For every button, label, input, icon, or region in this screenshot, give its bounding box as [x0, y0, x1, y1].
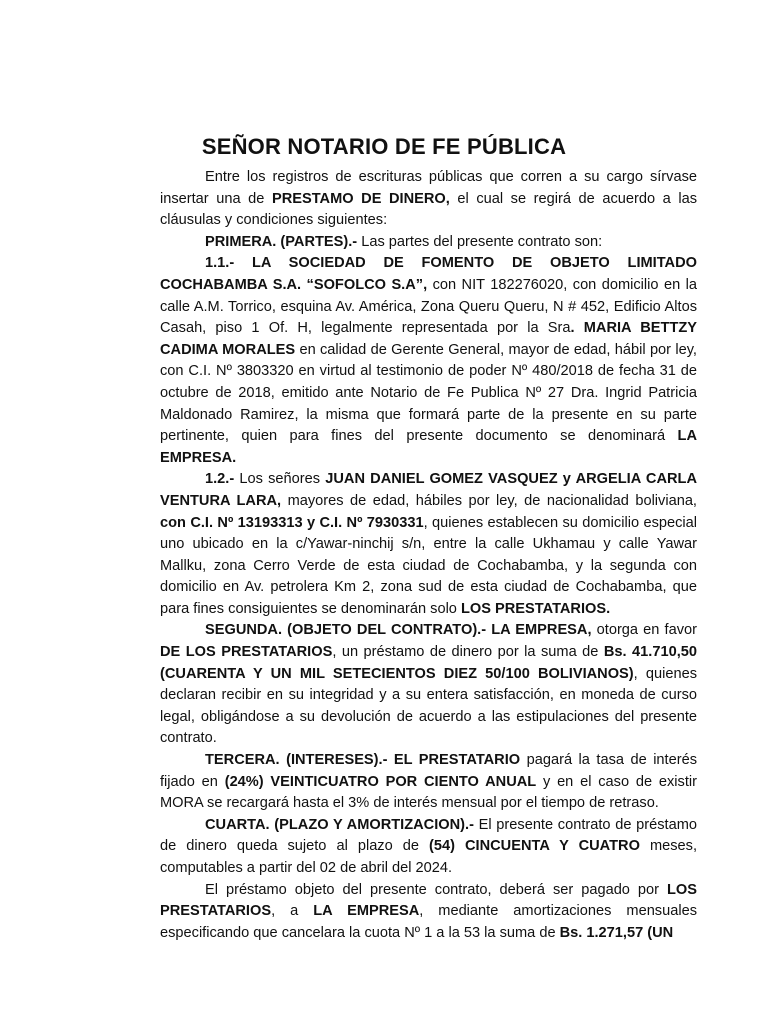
- paragraph-cuarta: [160, 815, 697, 880]
- bold-text-run: con C.I. Nº 13193313 y C.I. Nº 7930331: [160, 514, 424, 531]
- bold-text-run: Bs. 1.271,57 (UN: [559, 924, 674, 941]
- text-run: Las partes del presente contrato son:: [357, 233, 603, 250]
- bold-text-run: LA EMPRESA.: [160, 428, 697, 466]
- paragraph-clause-1-1: [160, 253, 697, 469]
- paragraph-intro: [160, 167, 697, 232]
- bold-text-run: PRIMERA. (PARTES).-: [205, 233, 358, 250]
- paragraph-segunda: [160, 620, 697, 750]
- bold-text-run: JUAN DANIEL GOMEZ VASQUEZ y ARGELIA CARLA VENTURA LARA,: [160, 471, 697, 509]
- document-title: SEÑOR NOTARIO DE FE PÚBLICA: [201, 134, 567, 159]
- bold-text-run: LOS PRESTATARIOS: [160, 881, 697, 920]
- bold-text-run: 1.2.-: [205, 471, 235, 488]
- text-run: , a: [271, 903, 314, 920]
- bold-text-run: LOS PRESTATARIOS.: [460, 600, 611, 617]
- text-run: , quienes establecen su domicilio especial uno ubicado en la c/Yawar-ninchij s/n, entre la calle Ukhamau y calle Yawar Mallku, zona Cerro Verde de esta ciudad de Cochabamba, y la segunda con domicilio en Av. petrolera Km 2, zona sud de esta ciudad de Cochabamba, que para fines consiguientes se denominarán solo: [160, 514, 697, 617]
- bold-text-run: DE LOS PRESTATARIOS: [160, 644, 333, 661]
- text-run: Entre los registros de escrituras públicas que corren a su cargo sírvase insertar una de: [160, 169, 697, 207]
- text-run: El préstamo objeto del presente contrato, deberá ser pagado por: [205, 881, 667, 898]
- bold-text-run: CUARTA. (PLAZO Y AMORTIZACION).-: [205, 816, 474, 833]
- text-run: Los señores: [234, 471, 326, 488]
- bold-text-run: PRESTAMO DE DINERO,: [271, 190, 450, 207]
- text-run: con NIT 182276020, con domicilio en la calle A.M. Torrico, esquina Av. América, Zona Queru Queru, N # 452, Edificio Altos Casah, piso 1 Of. H, legalmente representada por la Sra: [160, 276, 697, 337]
- bold-text-run: SEGUNDA. (OBJETO DEL CONTRATO).- LA EMPRESA,: [205, 622, 592, 639]
- text-run: , mediante amortizaciones mensuales especificando que cancelara la cuota Nº 1 a la 53 la suma de: [160, 903, 697, 941]
- text-run: pagará la tasa de interés fijado en: [160, 752, 697, 790]
- bold-text-run: . MARIA BETTZY CADIMA MORALES: [160, 320, 698, 358]
- bold-text-run: (24%) VEINTICUATRO POR CIENTO ANUAL: [224, 773, 537, 790]
- paragraph-clause-1-2: [160, 469, 697, 620]
- text-run: mayores de edad, hábiles por ley, de nacionalidad boliviana,: [281, 492, 697, 509]
- document-body: [160, 167, 697, 944]
- text-run: y en el caso de existir MORA se recargará hasta el 3% de interés mensual por el tiempo de retraso.: [160, 773, 697, 812]
- text-run: otorga en favor: [591, 622, 697, 639]
- text-run: meses, computables a partir del 02 de abril del 2024.: [160, 838, 698, 876]
- bold-text-run: (54) CINCUENTA Y CUATRO: [429, 838, 640, 855]
- text-run: , un préstamo de dinero por la suma de: [332, 644, 604, 661]
- text-run: el cual se regirá de acuerdo a las cláusulas y condiciones siguientes:: [160, 190, 697, 229]
- bold-text-run: 1.1.- LA SOCIEDAD DE FOMENTO DE OBJETO LIMITADO COCHABAMBA S.A. “SOFOLCO S.A”,: [160, 255, 697, 293]
- bold-text-run: TERCERA. (INTERESES).- EL PRESTATARIO: [205, 752, 521, 769]
- bold-text-run: LA EMPRESA: [313, 903, 420, 920]
- text-run: en calidad de Gerente General, mayor de edad, hábil por ley, con C.I. Nº 3803320 en virtud al testimonio de poder Nº 480/2018 de fecha 31 de octubre de 2018, emitido ante Notario de Fe Publica Nº 27 Dra. Ingrid Patricia Maldonado Ramirez, la misma que formará parte de la presente en su parte pertinente, quien para fines del presente documento se denominará: [160, 341, 697, 445]
- text-run: El presente contrato de préstamo de dinero queda sujeto al plazo de: [160, 816, 697, 855]
- text-run: , quienes declaran recibir en su integridad y a su entera satisfacción, en moneda de curso legal, obligándose a su devolución de acuerdo a las estipulaciones del presente contrato.: [160, 665, 697, 747]
- paragraph-tercera: [160, 750, 697, 815]
- bold-text-run: Bs. 41.710,50 (CUARENTA Y UN MIL SETECIENTOS DIEZ 50/100 BOLIVIANOS): [160, 644, 697, 682]
- paragraph-amortization: [160, 880, 697, 945]
- paragraph-primera: [160, 232, 697, 254]
